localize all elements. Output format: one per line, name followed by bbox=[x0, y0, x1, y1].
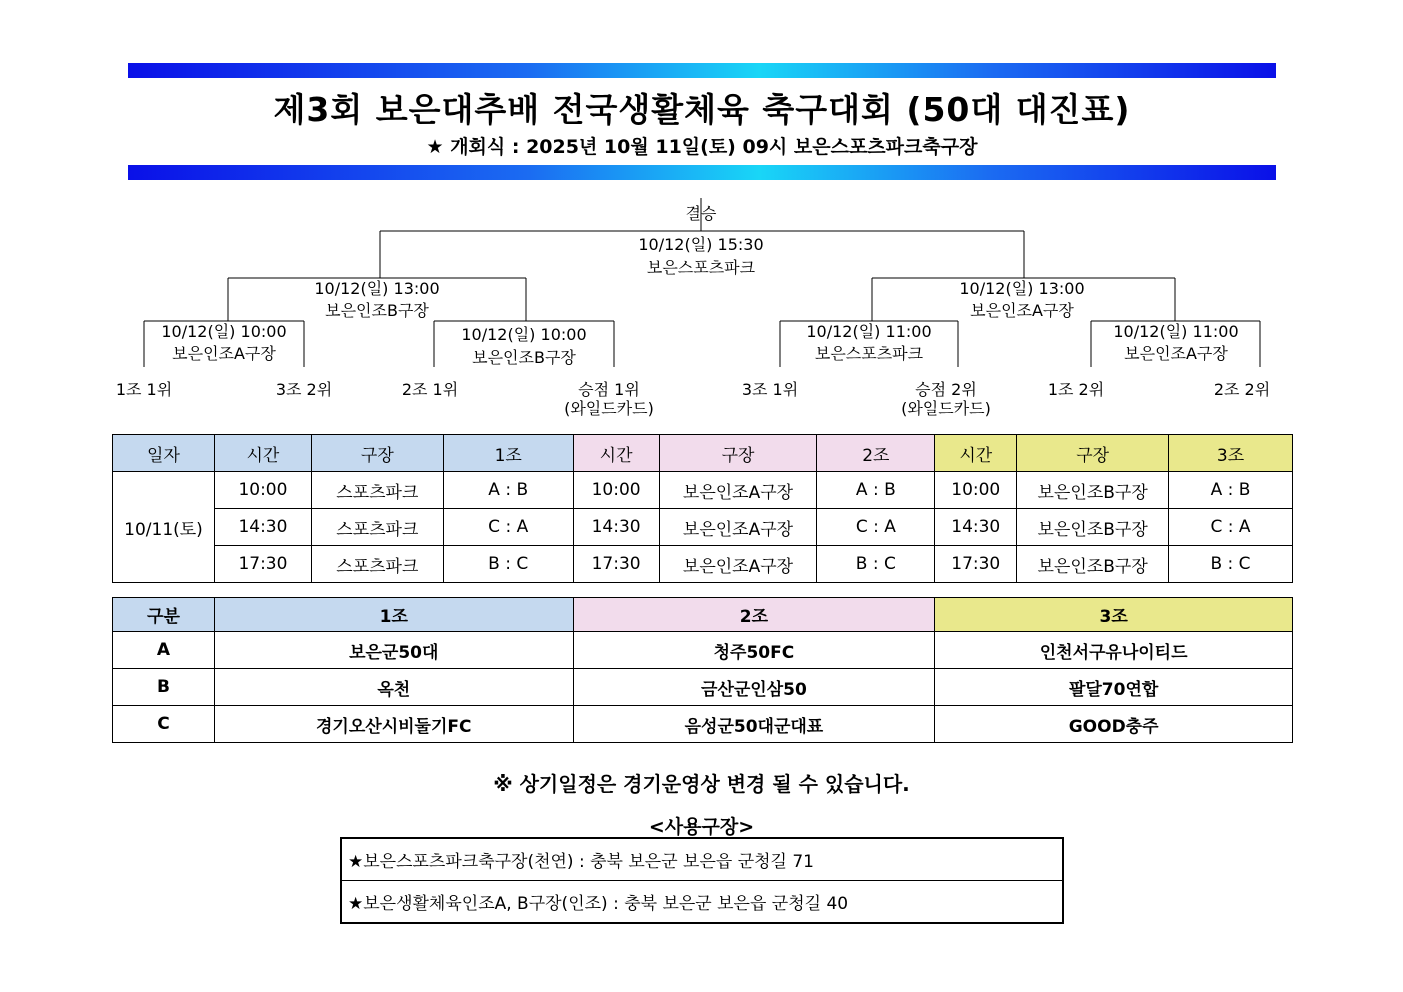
seed-slot: 승점 2위 bbox=[915, 380, 977, 399]
table-row bbox=[113, 509, 1293, 546]
semi-left-venue: 보은인조B구장 bbox=[325, 301, 429, 320]
wildcard-note: (와일드카드) bbox=[564, 399, 654, 418]
venues-title: <사용구장> bbox=[648, 816, 755, 838]
qf2-venue: 보은인조B구장 bbox=[472, 348, 576, 367]
table-cell: 보은인조A구장 bbox=[659, 509, 817, 546]
header-venue: 구장 bbox=[659, 435, 817, 472]
header-group-3: 3조 bbox=[935, 598, 1293, 632]
semi-right-venue: 보은인조A구장 bbox=[970, 301, 1074, 320]
qf4-venue: 보은인조A구장 bbox=[1124, 344, 1228, 363]
team-name: 금산군인삼50 bbox=[573, 669, 935, 706]
division-label: A bbox=[113, 632, 215, 669]
table-cell: C : A bbox=[1169, 509, 1293, 546]
seed-slot: 1조 2위 bbox=[1047, 380, 1105, 399]
team-name: 청주50FC bbox=[573, 632, 935, 669]
table-row bbox=[341, 838, 1063, 881]
qf1-time: 10/12(일) 10:00 bbox=[161, 322, 287, 341]
seed-slot: 승점 1위 bbox=[578, 380, 640, 399]
final-time: 10/12(일) 15:30 bbox=[638, 235, 764, 254]
division-label: B bbox=[113, 669, 215, 706]
table-cell: 보은인조B구장 bbox=[1017, 546, 1169, 583]
team-name: 음성군50대군대표 bbox=[573, 706, 935, 743]
match-date: 10/11(토) bbox=[113, 472, 215, 583]
table-cell: B : C bbox=[443, 546, 573, 583]
table-row bbox=[341, 881, 1063, 924]
team-name: 옥천 bbox=[214, 669, 573, 706]
team-name: 경기오산시비둘기FC bbox=[214, 706, 573, 743]
table-cell: 스포츠파크 bbox=[311, 546, 443, 583]
header-time: 시간 bbox=[935, 435, 1017, 472]
qf3-venue: 보은스포츠파크 bbox=[814, 344, 924, 363]
division-label: C bbox=[113, 706, 215, 743]
table-row bbox=[113, 632, 1293, 669]
table-cell: 보은인조B구장 bbox=[1017, 509, 1169, 546]
table-row bbox=[113, 546, 1293, 583]
header-venue: 구장 bbox=[311, 435, 443, 472]
header-group-2: 2조 bbox=[573, 598, 935, 632]
venue-item: ★보은스포츠파크축구장(천연) : 충북 보은군 보은읍 군청길 71 bbox=[341, 838, 1063, 881]
table-cell: 14:30 bbox=[573, 509, 659, 546]
table-cell: B : C bbox=[1169, 546, 1293, 583]
header-group: 3조 bbox=[1169, 435, 1293, 472]
qf1-venue: 보은인조A구장 bbox=[172, 344, 276, 363]
table-cell: 10:00 bbox=[935, 472, 1017, 509]
final-venue: 보은스포츠파크 bbox=[646, 258, 756, 277]
table-cell: A : B bbox=[817, 472, 935, 509]
table-cell: 스포츠파크 bbox=[311, 472, 443, 509]
header-date: 일자 bbox=[113, 435, 215, 472]
table-cell: 스포츠파크 bbox=[311, 509, 443, 546]
table-cell: 14:30 bbox=[935, 509, 1017, 546]
seed-slot: 1조 1위 bbox=[115, 380, 173, 399]
semi-left-time: 10/12(일) 13:00 bbox=[314, 279, 440, 298]
header-time: 시간 bbox=[214, 435, 311, 472]
table-cell: 보은인조A구장 bbox=[659, 546, 817, 583]
header-group: 2조 bbox=[817, 435, 935, 472]
seed-slot: 2조 2위 bbox=[1213, 380, 1271, 399]
team-name: GOOD충주 bbox=[935, 706, 1293, 743]
table-cell: A : B bbox=[1169, 472, 1293, 509]
table-cell: 14:30 bbox=[214, 509, 311, 546]
table-cell: C : A bbox=[443, 509, 573, 546]
header-venue: 구장 bbox=[1017, 435, 1169, 472]
team-name: 팔달70연합 bbox=[935, 669, 1293, 706]
table-cell: 10:00 bbox=[214, 472, 311, 509]
table-cell: C : A bbox=[817, 509, 935, 546]
table-cell: 보은인조A구장 bbox=[659, 472, 817, 509]
final-label: 결승 bbox=[685, 204, 717, 223]
seed-slot: 3조 1위 bbox=[741, 380, 799, 399]
table-row bbox=[113, 669, 1293, 706]
table-cell: 보은인조B구장 bbox=[1017, 472, 1169, 509]
table-row bbox=[113, 472, 1293, 509]
qf4-time: 10/12(일) 11:00 bbox=[1113, 322, 1239, 341]
page-title: 제3회 보은대추배 전국생활체육 축구대회 (50대 대진표) bbox=[273, 90, 1131, 129]
schedule-change-notice: ※ 상기일정은 경기운영상 변경 될 수 있습니다. bbox=[493, 772, 910, 796]
opening-ceremony-info: ★ 개회식 : 2025년 10월 11일(토) 09시 보은스포츠파크축구장 bbox=[426, 136, 978, 158]
table-cell: 10:00 bbox=[573, 472, 659, 509]
qf2-time: 10/12(일) 10:00 bbox=[461, 325, 587, 344]
group-teams-table bbox=[112, 597, 1293, 743]
team-name: 보은군50대 bbox=[214, 632, 573, 669]
group-schedule-table bbox=[112, 434, 1293, 583]
table-cell: A : B bbox=[443, 472, 573, 509]
table-header-row bbox=[113, 598, 1293, 632]
wildcard-note: (와일드카드) bbox=[901, 399, 991, 418]
table-row bbox=[113, 706, 1293, 743]
semi-right-time: 10/12(일) 13:00 bbox=[959, 279, 1085, 298]
venue-item: ★보은생활체육인조A, B구장(인조) : 충북 보은군 보은읍 군청길 40 bbox=[341, 881, 1063, 924]
header-time: 시간 bbox=[573, 435, 659, 472]
table-header-row bbox=[113, 435, 1293, 472]
seed-slot: 3조 2위 bbox=[275, 380, 333, 399]
header-group-1: 1조 bbox=[214, 598, 573, 632]
seed-slot: 2조 1위 bbox=[401, 380, 459, 399]
table-cell: 17:30 bbox=[214, 546, 311, 583]
qf3-time: 10/12(일) 11:00 bbox=[806, 322, 932, 341]
table-cell: B : C bbox=[817, 546, 935, 583]
venues-table bbox=[340, 837, 1064, 924]
header-division: 구분 bbox=[113, 598, 215, 632]
table-cell: 17:30 bbox=[935, 546, 1017, 583]
team-name: 인천서구유나이티드 bbox=[935, 632, 1293, 669]
table-cell: 17:30 bbox=[573, 546, 659, 583]
header-group: 1조 bbox=[443, 435, 573, 472]
